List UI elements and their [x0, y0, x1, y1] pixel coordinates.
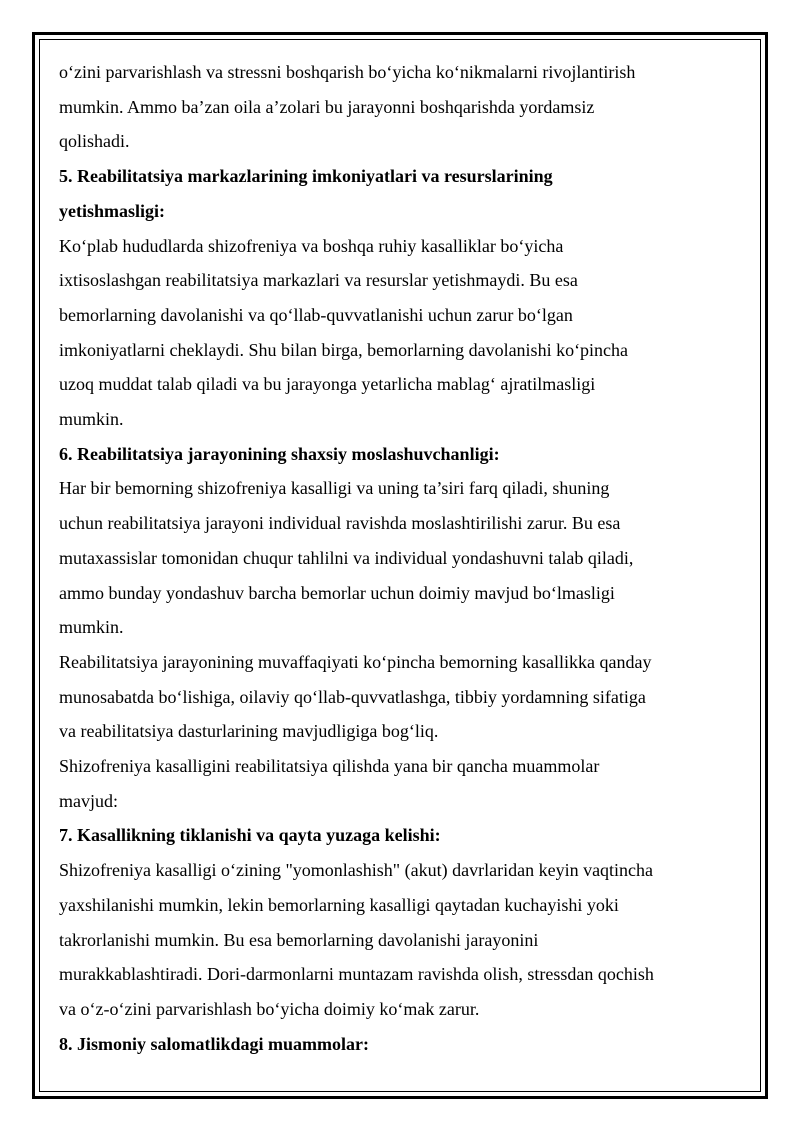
section-heading-line: 8. Jismoniy salomatlikdagi muammolar:	[59, 1033, 370, 1054]
paragraph-line: Har bir bemorning shizofreniya kasalligi va uning ta’siri farq qiladi, shuning	[59, 478, 610, 499]
paragraph-line: ixtisoslashgan reabilitatsiya markazlari va resurslar yetishmaydi. Bu esa	[59, 270, 578, 291]
paragraph-line: uchun reabilitatsiya jarayoni individual ravishda moslashtirilishi zarur. Bu esa	[59, 513, 621, 534]
paragraph-line: Shizofreniya kasalligini reabilitatsiya qilishda yana bir qancha muammolar	[59, 756, 600, 777]
paragraph-line: mavjud:	[59, 790, 118, 811]
paragraph-line: mutaxassislar tomonidan chuqur tahlilni va individual yondashuvni talab qiladi,	[59, 547, 634, 568]
paragraph-line: yaxshilanishi mumkin, lekin bemorlarning kasalligi qaytadan kuchayishi yoki	[59, 894, 619, 915]
section-heading-line: 5. Reabilitatsiya markazlarining imkoniyatlari va resurslarining	[59, 166, 553, 187]
paragraph-line: Reabilitatsiya jarayonining muvaffaqiyati ko‘pincha bemorning kasallikka qanday	[59, 651, 652, 672]
paragraph-line: imkoniyatlarni cheklaydi. Shu bilan birga, bemorlarning davolanishi ko‘pincha	[59, 339, 629, 360]
document-body	[59, 55, 739, 1061]
paragraph-line: Ko‘plab hududlarda shizofreniya va boshqa ruhiy kasalliklar bo‘yicha	[59, 235, 564, 256]
paragraph-line: uzoq muddat talab qiladi va bu jarayonga yetarlicha mablag‘ ajratilmasligi	[59, 374, 596, 395]
paragraph-line: munosabatda bo‘lishiga, oilaviy qo‘llab-quvvatlashga, tibbiy yordamning sifatiga	[59, 686, 646, 707]
paragraph-line: mumkin.	[59, 409, 124, 430]
paragraph-line: ammo bunday yondashuv barcha bemorlar uchun doimiy mavjud bo‘lmasligi	[59, 582, 615, 603]
section-heading-line: 7. Kasallikning tiklanishi va qayta yuzaga kelishi:	[59, 825, 441, 846]
paragraph-line: bemorlarning davolanishi va qo‘llab-quvvatlanishi uchun zarur bo‘lgan	[59, 304, 573, 325]
section-heading-line: yetishmasligi:	[59, 200, 165, 221]
paragraph-line: va o‘z-o‘zini parvarishlash bo‘yicha doimiy ko‘mak zarur.	[59, 998, 480, 1019]
paragraph-line: qolishadi.	[59, 131, 130, 152]
section-heading-line: 6. Reabilitatsiya jarayonining shaxsiy moslashuvchanligi:	[59, 443, 500, 464]
paragraph-line: mumkin. Ammo ba’zan oila a’zolari bu jarayonni boshqarishda yordamsiz	[59, 96, 595, 117]
paragraph-line: murakkablashtiradi. Dori-darmonlarni muntazam ravishda olish, stressdan qochish	[59, 964, 654, 985]
paragraph-line: takrorlanishi mumkin. Bu esa bemorlarning davolanishi jarayonini	[59, 929, 539, 950]
paragraph-line: mumkin.	[59, 617, 124, 638]
paragraph-line: va reabilitatsiya dasturlarining mavjudligiga bog‘liq.	[59, 721, 439, 742]
paragraph-line: o‘zini parvarishlash va stressni boshqarish bo‘yicha ko‘nikmalarni rivojlantirish	[59, 62, 636, 82]
paragraph-line: Shizofreniya kasalligi o‘zining "yomonlashish" (akut) davrlaridan keyin vaqtincha	[59, 860, 654, 881]
